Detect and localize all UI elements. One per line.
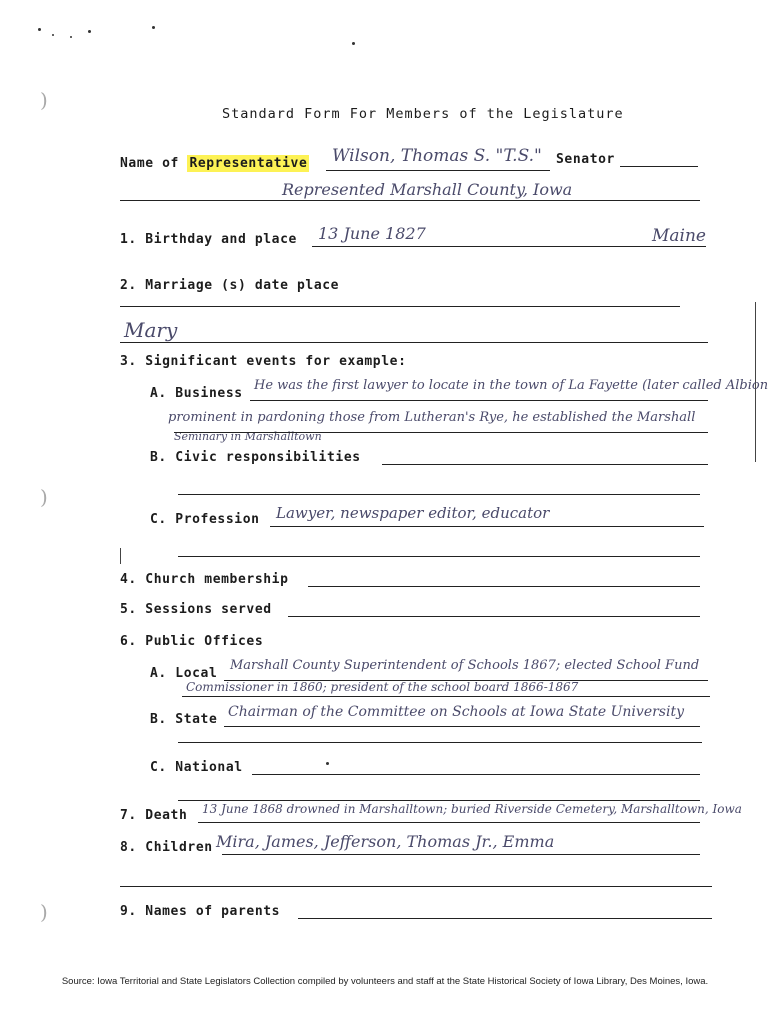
q6b-second-line xyxy=(178,742,702,743)
q1-line xyxy=(312,246,706,247)
scan-speck xyxy=(326,762,329,765)
senator-line xyxy=(620,166,698,167)
q6c-label: C. National xyxy=(150,760,243,775)
business-handwriting-2: prominent in pardoning those from Lutheran's Rye, he established the Marshall xyxy=(168,410,696,425)
q8-label: 8. Children xyxy=(120,840,213,855)
q1-label: 1. Birthday and place xyxy=(120,232,297,247)
local-handwriting-2: Commissioner in 1860; president of the school board 1866-1867 xyxy=(186,680,579,694)
punch-hole-mark: ) xyxy=(40,485,48,509)
q9-line xyxy=(298,918,712,919)
q6b-label: B. State xyxy=(150,712,218,727)
q3a-label: A. Business xyxy=(150,386,243,401)
form-title: Standard Form For Members of the Legislature xyxy=(222,106,624,122)
q7-label: 7. Death xyxy=(120,808,188,823)
q4-line xyxy=(308,586,700,587)
q3b-line xyxy=(382,464,708,465)
state-handwriting: Chairman of the Committee on Schools at Iowa State University xyxy=(228,704,684,720)
scan-speck xyxy=(352,42,355,45)
q6b-line xyxy=(224,726,700,727)
children-handwriting: Mira, James, Jefferson, Thomas Jr., Emma xyxy=(216,832,555,851)
name-handwriting: Wilson, Thomas S. "T.S." xyxy=(332,146,542,166)
q2-label: 2. Marriage (s) date place xyxy=(120,278,340,293)
q3a-second-line xyxy=(174,432,708,433)
source-caption: Source: Iowa Territorial and State Legislators Collection compiled by volunteers and staff at the State Historical Society of Iowa Library, Des Moines, Iowa. xyxy=(61,976,709,987)
q4-label: 4. Church membership xyxy=(120,572,289,587)
q3c-line xyxy=(270,526,704,527)
q8-line xyxy=(222,854,700,855)
q5-line xyxy=(288,616,700,617)
birthday-handwriting: 13 June 1827 xyxy=(318,224,426,243)
scan-speck xyxy=(70,36,72,38)
margin-mark xyxy=(120,548,121,564)
q3b-second-line xyxy=(178,494,700,495)
scan-speck xyxy=(152,26,155,29)
local-handwriting-1: Marshall County Superintendent of Schools 1867; elected School Fund xyxy=(230,658,700,673)
name-line xyxy=(326,170,550,171)
punch-hole-mark: ) xyxy=(40,88,48,112)
senator-label: Senator xyxy=(556,152,615,167)
q3a-line xyxy=(250,400,708,401)
name-label-prefix: Name of xyxy=(120,156,179,171)
name-label xyxy=(120,156,309,171)
q6c-second-line xyxy=(178,800,700,801)
birthplace-handwriting: Maine xyxy=(652,226,706,246)
name-second-line xyxy=(120,200,700,201)
q2-second-line xyxy=(120,342,708,343)
q6c-line xyxy=(252,774,700,775)
q6a-second-line xyxy=(182,696,710,697)
q3c-second-line xyxy=(178,556,700,557)
death-handwriting: 13 June 1868 drowned in Marshalltown; buried Riverside Cemetery, Marshalltown, Iowa xyxy=(202,802,742,816)
business-handwriting-1: He was the first lawyer to locate in the town of La Fayette (later called Albion xyxy=(254,378,769,393)
q3c-label: C. Profession xyxy=(150,512,260,527)
q7-line xyxy=(198,822,700,823)
punch-hole-mark: ) xyxy=(40,900,48,924)
scan-speck xyxy=(88,30,91,33)
marriage-handwriting: Mary xyxy=(124,318,178,342)
q3b-label: B. Civic responsibilities xyxy=(150,450,361,465)
q6a-label: A. Local xyxy=(150,666,218,681)
q6-label: 6. Public Offices xyxy=(120,634,264,649)
q9-label: 9. Names of parents xyxy=(120,904,281,919)
q5-label: 5. Sessions served xyxy=(120,602,272,617)
q3-label: 3. Significant events for example: xyxy=(120,354,407,369)
scan-speck xyxy=(52,34,54,36)
profession-handwriting: Lawyer, newspaper editor, educator xyxy=(276,504,550,522)
q2-line xyxy=(120,306,680,307)
q8-second-line xyxy=(120,886,712,887)
business-handwriting-3: Seminary in Marshalltown xyxy=(174,430,322,443)
representative-highlight: Representative xyxy=(189,156,308,171)
scan-speck xyxy=(38,28,41,31)
represented-handwriting: Represented Marshall County, Iowa xyxy=(282,180,573,199)
